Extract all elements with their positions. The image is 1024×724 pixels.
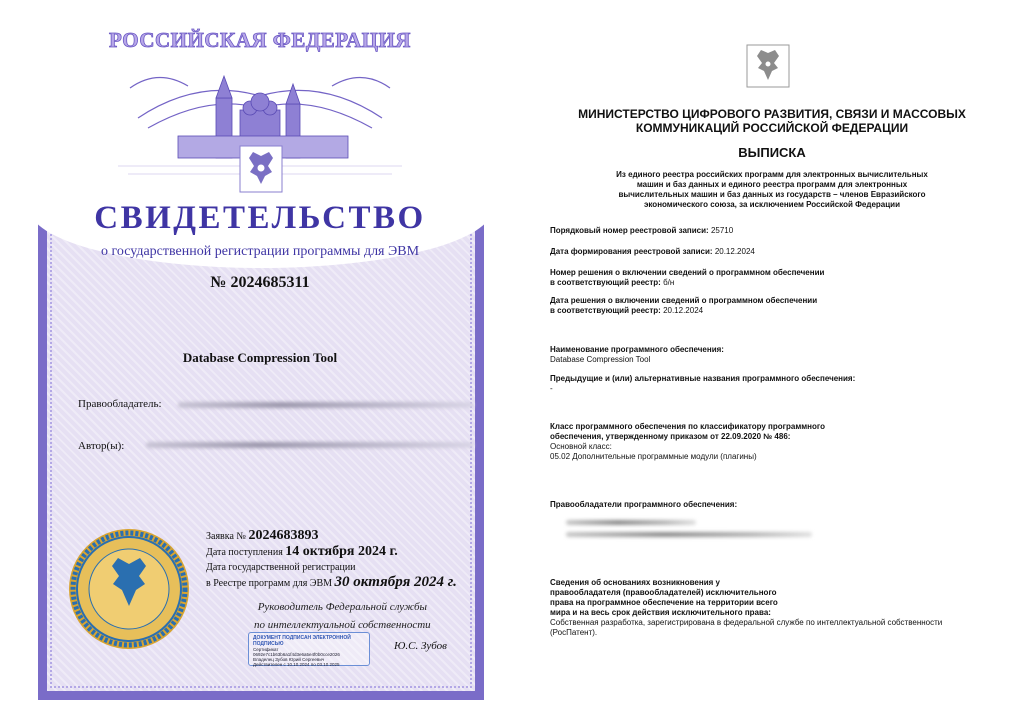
formation-date-label: Дата формирования реестровой записи: bbox=[550, 247, 713, 256]
extract-title: ВЫПИСКА bbox=[738, 145, 806, 160]
decision-number-value: б/н bbox=[663, 278, 675, 287]
registration-details bbox=[206, 528, 457, 591]
decision-date-label-2: в соответствующий реестр: bbox=[550, 306, 661, 315]
decision-number-row bbox=[550, 268, 990, 288]
certificate-page bbox=[10, 0, 510, 724]
software-name-row bbox=[550, 345, 990, 365]
e-signature-title: ДОКУМЕНТ ПОДПИСАН ЭЛЕКТРОННОЙ ПОДПИСЬЮ bbox=[253, 635, 351, 647]
e-signature-certificate: Сертификат 0692e7c1b63b6a1f4d3e6a5e4f0b0cce2026 bbox=[253, 647, 340, 657]
application-label: Заявка № bbox=[206, 531, 246, 542]
ministry-title bbox=[520, 107, 1024, 135]
head-role-line1: Руководитель Федеральной службы bbox=[257, 601, 427, 613]
e-signature-owner: Владелец Зубов Юрий Сергеевич bbox=[253, 657, 325, 662]
head-role-line2: по интеллектуальной собственности bbox=[254, 619, 431, 631]
program-name: Database Compression Tool bbox=[182, 350, 338, 365]
registration-line: Дата государственной регистрации bbox=[206, 562, 356, 573]
basis-value-2: (РосПатент). bbox=[550, 628, 598, 637]
registry-date: 30 октября 2024 г. bbox=[334, 574, 457, 590]
basis-value-1: Собственная разработка, зарегистрирована в федеральной службе по интеллектуальной собственности bbox=[550, 618, 943, 627]
basis-label-4: мира и на весь срок действия исключительного права: bbox=[550, 608, 771, 617]
rightholder-redacted-2 bbox=[566, 532, 812, 537]
software-class-row bbox=[550, 422, 990, 462]
received-date: 14 октября 2024 г. bbox=[285, 544, 398, 559]
double-headed-eagle-icon bbox=[232, 142, 290, 194]
certificate-subtitle: о государственной регистрации программы для ЭВМ bbox=[100, 244, 420, 259]
class-label-1: Класс программного обеспечения по классификатору программного bbox=[550, 422, 825, 431]
class-label-2: обеспечения, утвержденному приказом от 22.09.2020 № 486: bbox=[550, 432, 791, 441]
received-label: Дата поступления bbox=[206, 547, 283, 558]
coat-of-arms-icon bbox=[746, 44, 790, 88]
head-role bbox=[254, 598, 431, 634]
basis-row bbox=[550, 578, 990, 638]
intro-line1: Из единого реестра российских программ для электронных вычислительных bbox=[616, 170, 928, 179]
registry-label: в Реестре программ для ЭВМ bbox=[206, 578, 333, 589]
ministry-line1: МИНИСТЕРСТВО ЦИФРОВОГО РАЗВИТИЯ, СВЯЗИ И МАССОВЫХ bbox=[578, 107, 966, 121]
decision-date-row bbox=[550, 296, 990, 316]
rightholder-redacted bbox=[178, 402, 474, 408]
e-signature-validity: Действителен с 10.10.2024 по 03.10.2025 bbox=[253, 662, 340, 667]
author-label: Автор(ы): bbox=[78, 440, 125, 452]
intro-line2: машин и баз данных и единого реестра программ для электронных bbox=[636, 180, 908, 189]
decision-date-value: 20.12.2024 bbox=[663, 306, 704, 315]
application-number: 2024683893 bbox=[248, 528, 319, 543]
extract-intro bbox=[586, 170, 958, 210]
alt-names-label: Предыдущие и (или) альтернативные названия программного обеспечения: bbox=[550, 374, 856, 383]
intro-line3: вычислительных машин и баз данных из государств – членов Евразийского bbox=[618, 190, 926, 199]
basis-label-1: Сведения об основаниях возникновения у bbox=[550, 578, 720, 587]
rospatent-seal-icon bbox=[68, 528, 190, 650]
basis-label-2: правообладателя (правообладателей) исключительного bbox=[550, 588, 777, 597]
e-signature-box bbox=[248, 632, 370, 666]
basis-label-3: права на программное обеспечение на территории всего bbox=[550, 598, 778, 607]
rightholders-label: Правообладатели программного обеспечения: bbox=[550, 500, 738, 509]
registry-number-value: 25710 bbox=[710, 226, 734, 235]
registry-number-label: Порядковый номер реестровой записи: bbox=[550, 226, 709, 235]
main-class-label: Основной класс: bbox=[550, 442, 612, 451]
certificate-number: № 2024685311 bbox=[210, 274, 310, 291]
rightholders-row bbox=[550, 500, 990, 510]
software-name-label: Наименование программного обеспечения: bbox=[550, 345, 724, 354]
software-name-value: Database Compression Tool bbox=[550, 355, 651, 364]
certificate-title: СВИДЕТЕЛЬСТВО bbox=[94, 200, 426, 236]
intro-line4: экономического союза, за исключением Российской Федерации bbox=[643, 200, 900, 209]
decision-number-label-1: Номер решения о включении сведений о программном обеспечении bbox=[550, 268, 825, 277]
main-class-value: 05.02 Дополнительные программные модули (плагины) bbox=[550, 452, 757, 461]
certificate-country: РОССИЙСКАЯ ФЕДЕРАЦИЯ bbox=[109, 28, 411, 52]
decision-date-label-1: Дата решения о включении сведений о программном обеспечении bbox=[550, 296, 818, 305]
formation-date-row bbox=[550, 247, 990, 257]
rightholder-label: Правообладатель: bbox=[78, 398, 162, 410]
formation-date-value: 20.12.2024 bbox=[714, 247, 755, 256]
decision-number-label-2: в соответствующий реестр: bbox=[550, 278, 661, 287]
rightholder-redacted-1 bbox=[566, 520, 696, 525]
signer-name: Ю.С. Зубов bbox=[394, 640, 447, 652]
alt-names-value: - bbox=[550, 384, 553, 393]
registry-number-row bbox=[550, 226, 990, 236]
registry-extract-page bbox=[520, 0, 1024, 724]
ministry-line2: КОММУНИКАЦИЙ РОССИЙСКОЙ ФЕДЕРАЦИИ bbox=[635, 121, 909, 135]
alt-names-row bbox=[550, 374, 990, 394]
author-redacted bbox=[146, 442, 474, 448]
